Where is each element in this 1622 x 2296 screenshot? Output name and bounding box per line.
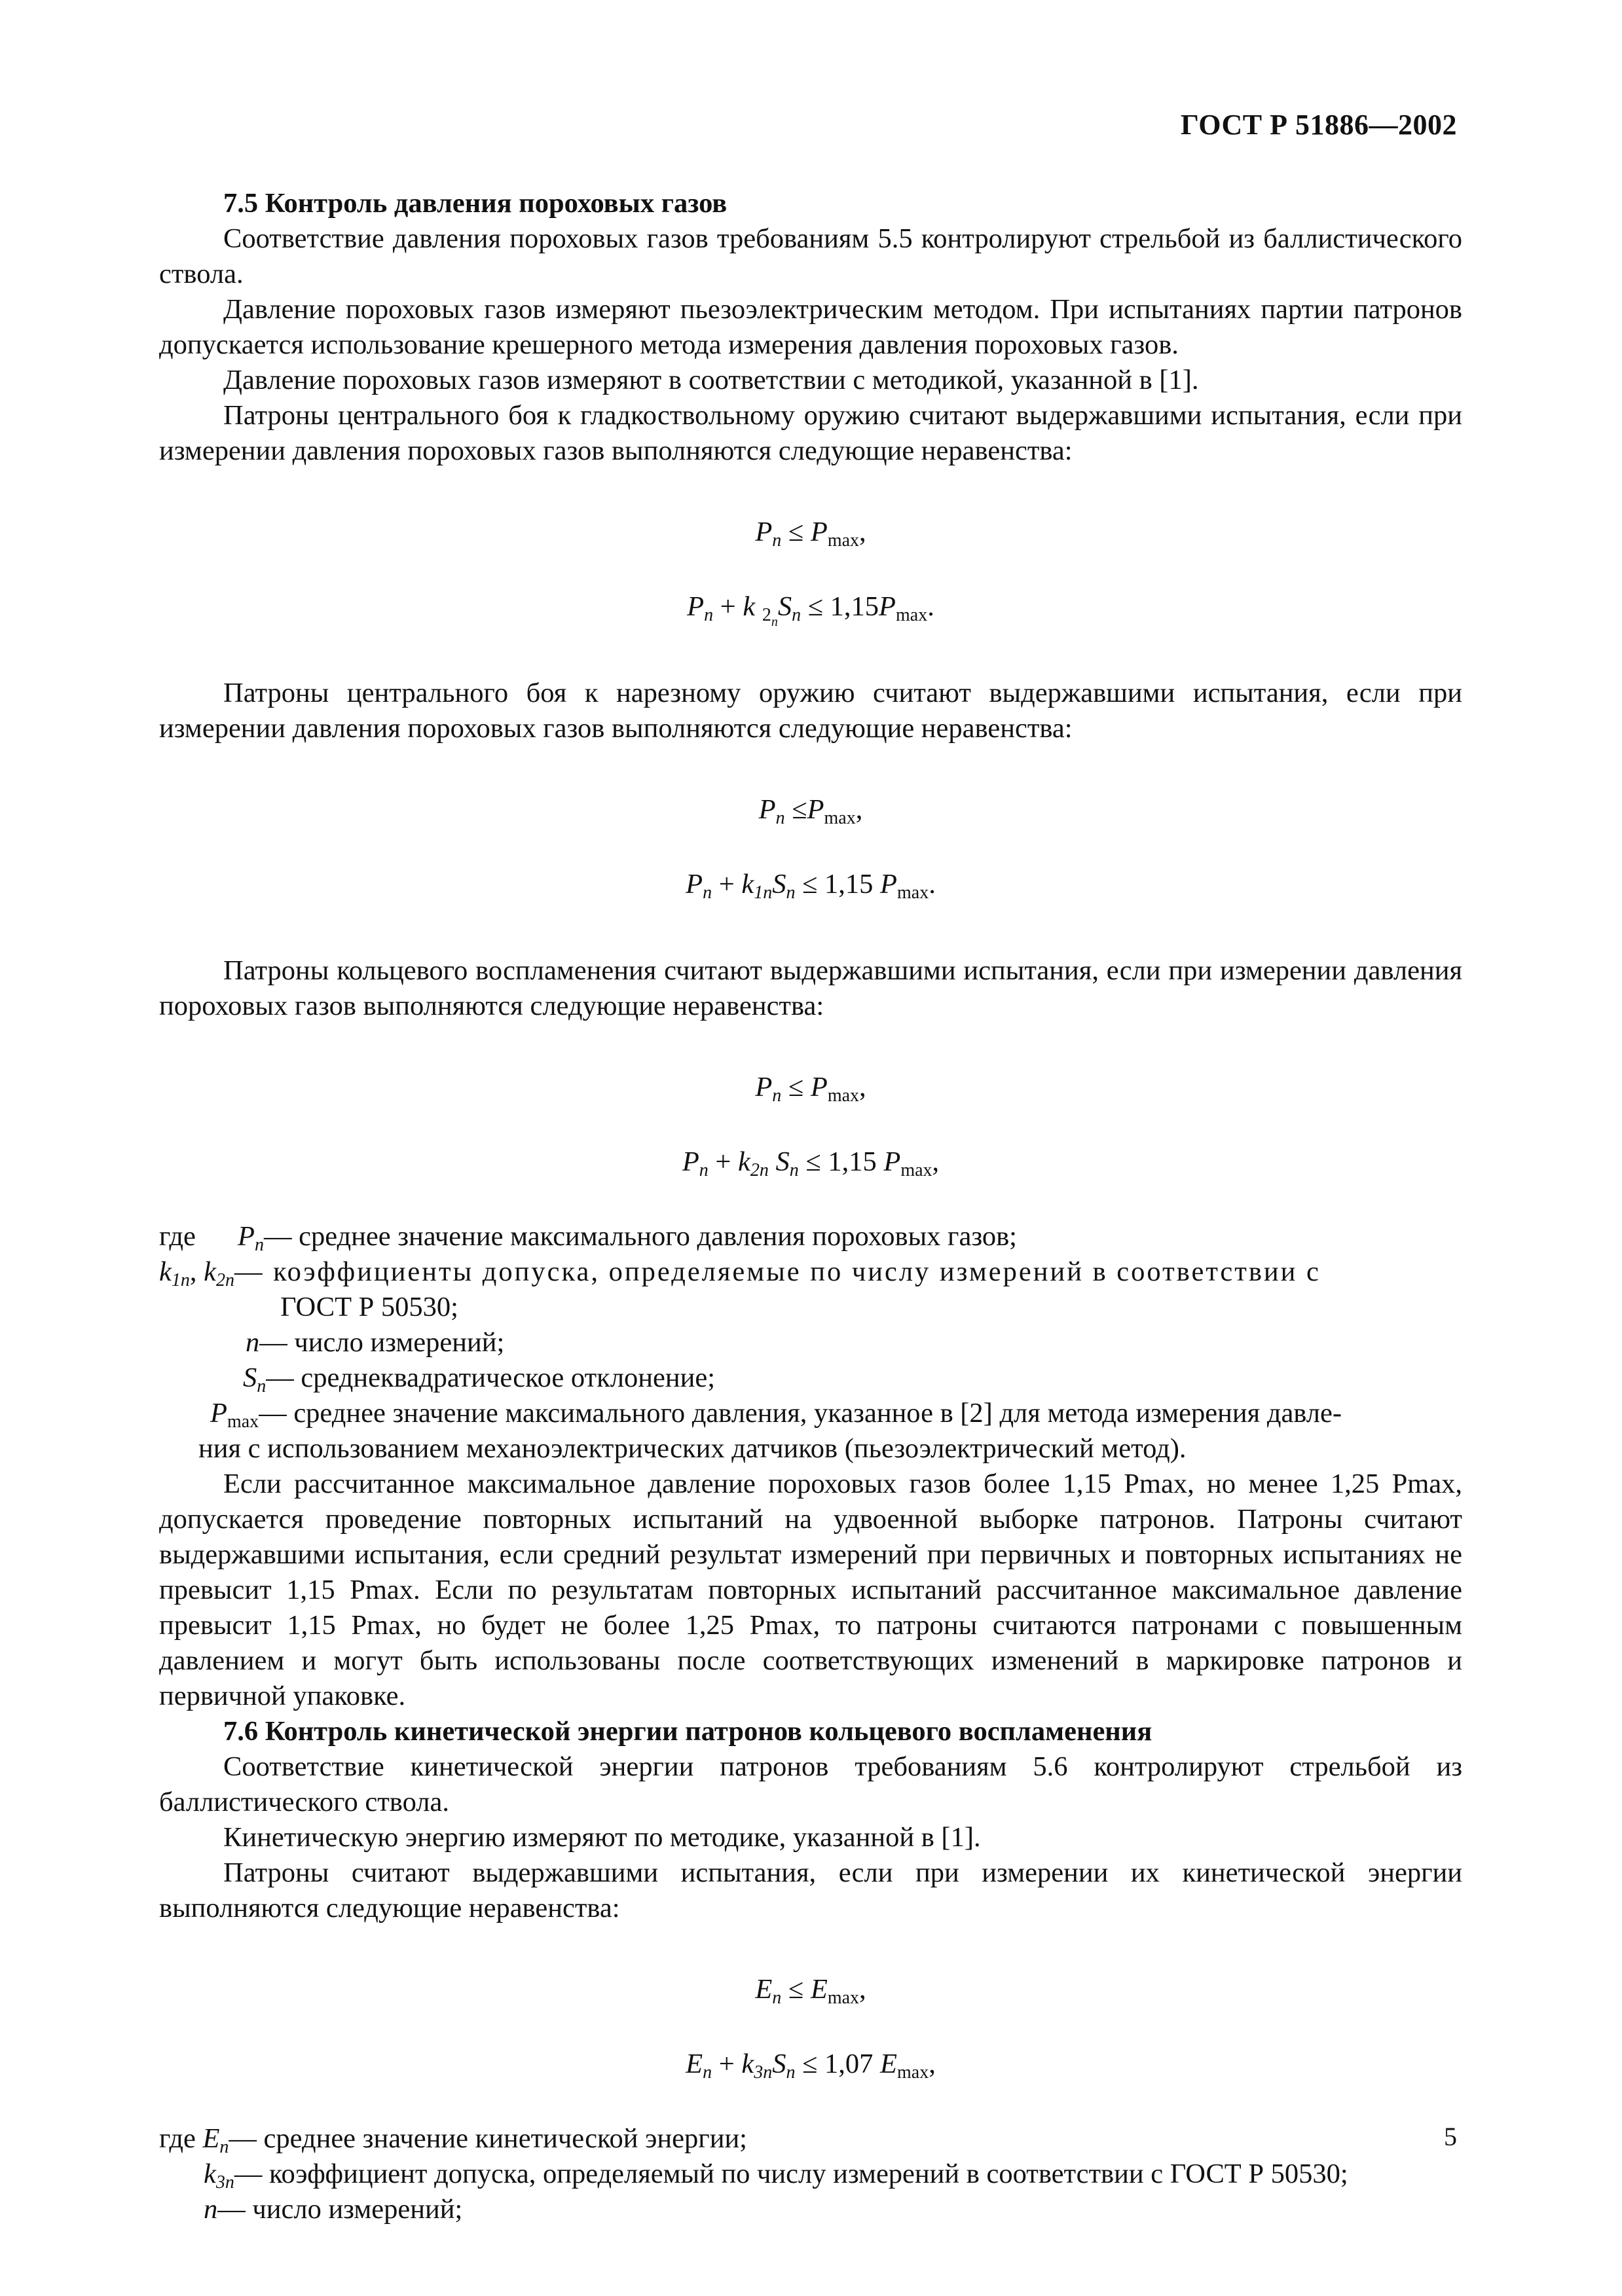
definition-k: $k_{1n}$, $k_{2n}$ — коэффициенты допуска, определяемые по числу измерений в соответствии с — [159, 1256, 1321, 1290]
document-code-header: ГОСТ Р 51886—2002 — [1180, 109, 1457, 141]
definition-pmax: $P_{max}$ — среднее значение максимального давления, указанное в [2] для метода измерения давле- — [210, 1398, 1342, 1432]
document-body — [159, 186, 1462, 2227]
paragraph: Патроны центрального боя к нарезному оружию считают выдержавшими испытания, если при измерении давления пороховых газов выполняются следующие неравенства: — [159, 678, 1462, 744]
paragraph: Давление пороховых газов измеряют пьезоэлектрическим методом. При испытаниях партии патронов допускается использование крешерного метода измерения давления пороховых газов. — [159, 294, 1462, 360]
paragraph: Кинетическую энергию измеряют по методике, указанной в [1]. — [223, 1822, 981, 1853]
paragraph: Давление пороховых газов измеряют в соответствии с методикой, указанной в [1]. — [223, 365, 1199, 395]
section-heading-7-6: 7.6 Контроль кинетической энергии патронов кольцевого воспламенения — [223, 1716, 1152, 1747]
formula: $P_n + k_{2n}$ $S_n \le 1,15$ $P_{max}$, — [682, 1146, 940, 1180]
paragraph: Соответствие давления пороховых газов требованиям 5.5 контролируют стрельбой из баллистического ствола. — [159, 223, 1462, 289]
formula: $P_n \le P_{max}$, — [755, 517, 866, 551]
section-heading-7-5: 7.5 Контроль давления пороховых газов — [223, 188, 728, 219]
formula: $P_n \le P_{max}$, — [755, 1072, 866, 1106]
definition-pmax-cont: ния с использованием механоэлектрических датчиков (пьезоэлектрический метод). — [198, 1433, 1187, 1464]
definitions-list — [159, 1219, 1462, 1467]
paragraph: Соответствие кинетической энергии патронов требованиям 5.6 контролируют стрельбой из баллистического ствола. — [159, 1751, 1462, 1817]
paragraph: Патроны считают выдержавшими испытания, если при измерении их кинетической энергии выполняются следующие неравенства: — [159, 1857, 1462, 1923]
paragraph: Патроны центрального боя к гладкоствольному оружию считают выдержавшими испытания, если при измерении давления пороховых газов выполняются следующие неравенства: — [159, 400, 1462, 466]
definition-n: n — число измерений; — [246, 1327, 505, 1358]
definition-k3: $k_{3n}$ — коэффициент допуска, определяемый по числу измерений в соответствии с ГОСТ Р 50530; — [204, 2159, 1348, 2193]
definition-en: где $E_n$ — среднее значение кинетической энергии; — [159, 2123, 747, 2157]
paragraph: Патроны кольцевого воспламенения считают выдержавшими испытания, если при измерении давления пороховых газов выполняются следующие неравенства: — [159, 955, 1462, 1021]
definition-pn: где $P_n$ — среднее значение максимального давления пороховых газов; — [159, 1221, 1017, 1255]
page-number: 5 — [1444, 2122, 1457, 2151]
formula: $E_n \le E_{max}$, — [755, 1974, 866, 2008]
formula: $P_n + k_{1n}S_n \le 1,15$ $P_{max}$. — [686, 869, 936, 903]
definition-k-cont: ГОСТ Р 50530; — [280, 1292, 458, 1322]
formula: $P_n + k$ $_{2_n}S_n \le 1,15P_{max}$. — [687, 591, 934, 629]
formula: $E_n + k_{3n}S_n \le 1,07$ $E_{max}$, — [686, 2049, 936, 2083]
formula: $P_n \le P_{max}$, — [758, 794, 863, 828]
paragraph: Если рассчитанное максимальное давление пороховых газов более 1,15 Pmax, но менее 1,25 Pmax, допускается проведение повторных испытаний на удвоенной выборке патронов. Патроны считают выдержавшими испытания, если средний результат измерений при первичных и повторных испытаниях не превысит 1,15 Pmax. Если по результатам повторных испытаний рассчитанное максимальное давление превысит 1,15 Pmax, но будет не более 1,25 Pmax, то патроны считаются патронами с повышенным давлением и могут быть использованы после соответствующих изменений в маркировке патронов и первичной упаковке. — [159, 1468, 1462, 1711]
definition-sn: $S_n$ — среднеквадратическое отклонение; — [243, 1362, 716, 1396]
definitions-list — [159, 2121, 1462, 2227]
definition-n2: n — число измерений; — [204, 2194, 463, 2225]
